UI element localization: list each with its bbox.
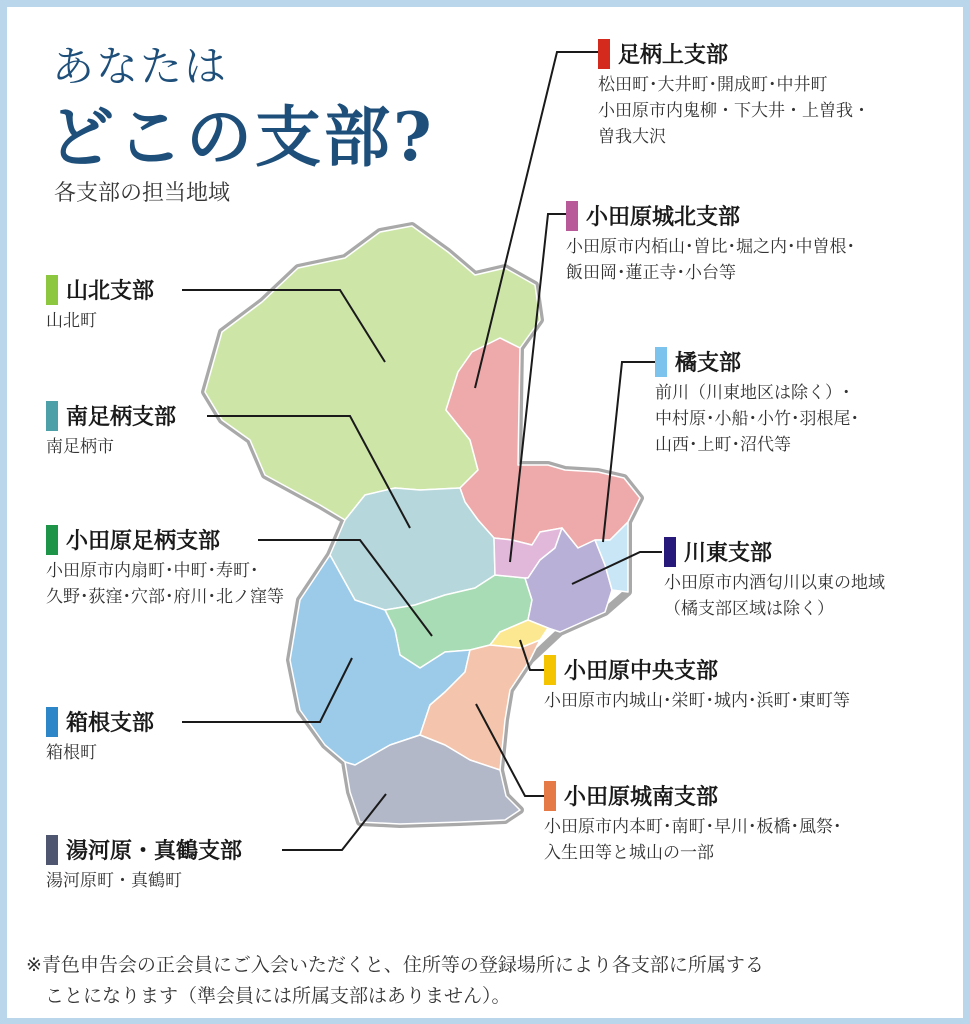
title-line2: どこの支部?	[48, 98, 435, 176]
branch-swatch	[566, 201, 578, 231]
branch-areas: 小田原市内酒匂川以東の地域 （橘支部区域は除く）	[664, 573, 885, 619]
branch-name: 小田原中央支部	[564, 659, 719, 684]
branch-swatch	[46, 275, 58, 305]
branch-label-hakone	[46, 706, 154, 766]
branch-name: 南足柄支部	[66, 405, 177, 430]
branch-label-tachibana	[655, 346, 859, 458]
branch-name: 小田原城南支部	[564, 785, 719, 810]
branch-swatch	[46, 835, 58, 865]
branch-label-odawarajo-minami	[544, 780, 842, 866]
branch-areas: 小田原市内扇町･中町･寿町･ 久野･荻窪･穴部･府川･北ノ窪等	[46, 561, 284, 607]
branch-areas: 小田原市内城山･栄町･城内･浜町･東町等	[544, 691, 850, 711]
branch-areas: 小田原市内本町･南町･早川･板橋･風祭･ 入生田等と城山の一部	[544, 817, 842, 863]
branch-areas: 山北町	[46, 311, 97, 331]
branch-swatch	[544, 655, 556, 685]
branch-label-ashigarakami	[598, 38, 870, 150]
title-line1: あなたは	[52, 42, 229, 91]
branch-name: 橘支部	[675, 351, 742, 376]
branch-swatch	[544, 781, 556, 811]
branch-name: 箱根支部	[66, 711, 155, 736]
branch-swatch	[46, 525, 58, 555]
branch-swatch	[598, 39, 610, 69]
branch-label-sanpoku	[46, 274, 154, 334]
branch-label-yugawara-manazuru	[46, 834, 242, 894]
branch-swatch	[46, 401, 58, 431]
branch-areas: 湯河原町・真鶴町	[46, 871, 182, 891]
branch-name: 山北支部	[66, 279, 155, 304]
subtitle: 各支部の担当地域	[54, 181, 231, 206]
branch-areas: 松田町･大井町･開成町･中井町 小田原市内鬼柳・下大井・上曽我・ 曽我大沢	[598, 75, 870, 147]
branch-label-minamiashigara	[46, 400, 176, 460]
branch-label-kawahigashi	[664, 536, 885, 622]
branch-areas: 小田原市内栢山･曽比･堀之内･中曽根･ 飯田岡･蓮正寺･小台等	[566, 237, 855, 283]
branch-label-odawara-chuo	[544, 654, 850, 714]
branch-swatch	[664, 537, 676, 567]
branch-label-odawarajo-kita	[566, 200, 855, 286]
branch-name: 川東支部	[684, 541, 773, 566]
branch-name: 小田原城北支部	[586, 205, 741, 230]
branch-areas: 前川（川東地区は除く）･ 中村原･小船･小竹･羽根尾･ 山西･上町･沼代等	[655, 383, 859, 455]
branch-name: 小田原足柄支部	[66, 529, 221, 554]
branch-swatch	[46, 707, 58, 737]
branch-name: 足柄上支部	[618, 43, 729, 68]
branch-label-odawara-ashigara	[46, 524, 284, 610]
branch-areas: 南足柄市	[46, 437, 114, 457]
branch-name: 湯河原・真鶴支部	[66, 839, 243, 864]
footnote: ※青色申告会の正会員にご入会いただくと、住所等の登録場所により各支部に所属する ことになります（準会員には所属支部はありません）。	[26, 954, 764, 1007]
branch-swatch	[655, 347, 667, 377]
branch-areas: 箱根町	[46, 743, 97, 763]
